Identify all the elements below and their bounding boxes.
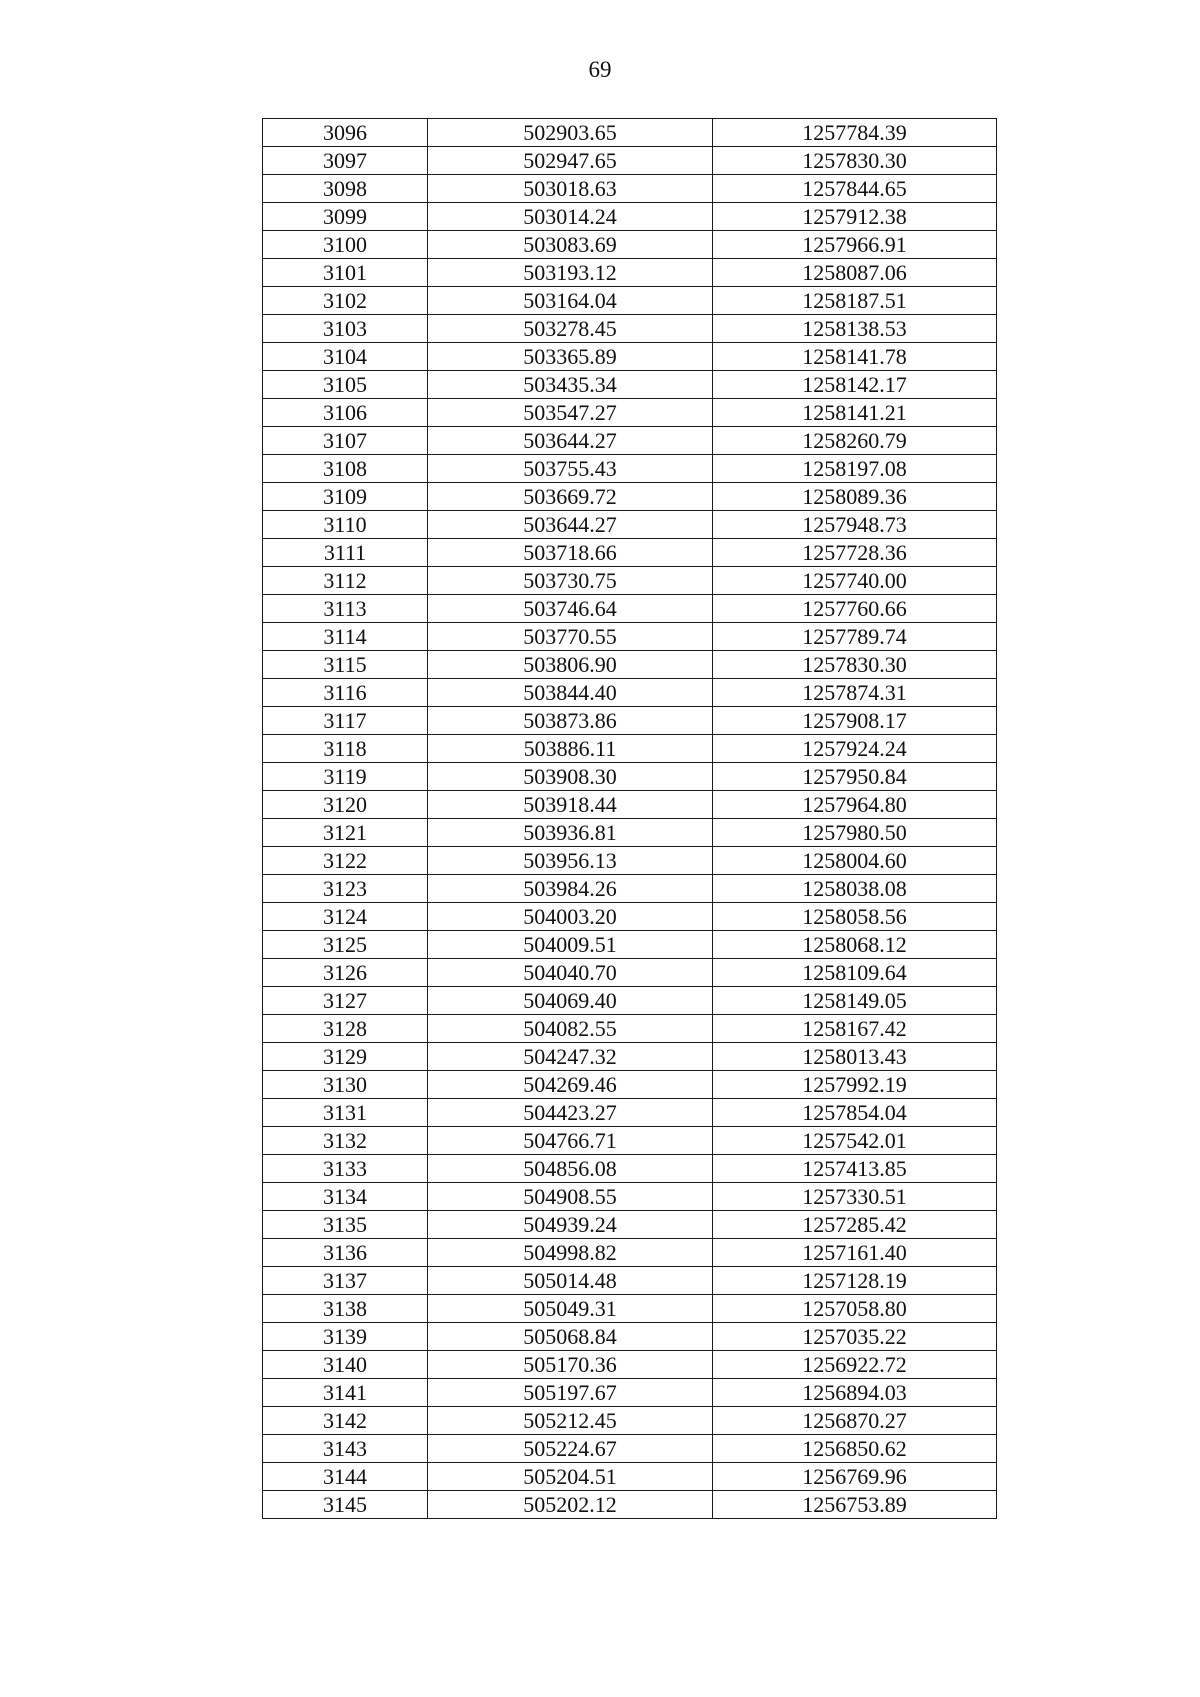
- y-coordinate-cell: 1258167.42: [713, 1015, 997, 1043]
- table-row: [263, 371, 997, 399]
- table-row: [263, 1491, 997, 1519]
- table-row: [263, 875, 997, 903]
- x-coordinate-cell: 503844.40: [428, 679, 713, 707]
- point-number-cell: 3142: [263, 1407, 428, 1435]
- table-row: [263, 175, 997, 203]
- y-coordinate-cell: 1258013.43: [713, 1043, 997, 1071]
- x-coordinate-cell: 504766.71: [428, 1127, 713, 1155]
- x-coordinate-cell: 505202.12: [428, 1491, 713, 1519]
- x-coordinate-cell: 504269.46: [428, 1071, 713, 1099]
- y-coordinate-cell: 1257854.04: [713, 1099, 997, 1127]
- x-coordinate-cell: 503936.81: [428, 819, 713, 847]
- y-coordinate-cell: 1257330.51: [713, 1183, 997, 1211]
- x-coordinate-cell: 503730.75: [428, 567, 713, 595]
- y-coordinate-cell: 1257760.66: [713, 595, 997, 623]
- point-number-cell: 3112: [263, 567, 428, 595]
- y-coordinate-cell: 1257058.80: [713, 1295, 997, 1323]
- table-row: [263, 511, 997, 539]
- point-number-cell: 3110: [263, 511, 428, 539]
- x-coordinate-cell: 503278.45: [428, 315, 713, 343]
- table-row: [263, 707, 997, 735]
- point-number-cell: 3127: [263, 987, 428, 1015]
- point-number-cell: 3133: [263, 1155, 428, 1183]
- y-coordinate-cell: 1256922.72: [713, 1351, 997, 1379]
- y-coordinate-cell: 1257924.24: [713, 735, 997, 763]
- x-coordinate-cell: 503956.13: [428, 847, 713, 875]
- point-number-cell: 3124: [263, 903, 428, 931]
- point-number-cell: 3138: [263, 1295, 428, 1323]
- y-coordinate-cell: 1257035.22: [713, 1323, 997, 1351]
- x-coordinate-cell: 503014.24: [428, 203, 713, 231]
- table-row: [263, 735, 997, 763]
- point-number-cell: 3144: [263, 1463, 428, 1491]
- table-row: [263, 1267, 997, 1295]
- point-number-cell: 3111: [263, 539, 428, 567]
- table-row: [263, 651, 997, 679]
- table-row: [263, 1407, 997, 1435]
- x-coordinate-cell: 503435.34: [428, 371, 713, 399]
- point-number-cell: 3116: [263, 679, 428, 707]
- point-number-cell: 3115: [263, 651, 428, 679]
- y-coordinate-cell: 1257966.91: [713, 231, 997, 259]
- table-row: [263, 1463, 997, 1491]
- x-coordinate-cell: 503770.55: [428, 623, 713, 651]
- point-number-cell: 3104: [263, 343, 428, 371]
- table-row: [263, 623, 997, 651]
- coordinates-table-body: [263, 119, 997, 1519]
- point-number-cell: 3113: [263, 595, 428, 623]
- point-number-cell: 3097: [263, 147, 428, 175]
- x-coordinate-cell: 504009.51: [428, 931, 713, 959]
- point-number-cell: 3137: [263, 1267, 428, 1295]
- point-number-cell: 3132: [263, 1127, 428, 1155]
- table-row: [263, 1239, 997, 1267]
- y-coordinate-cell: 1257789.74: [713, 623, 997, 651]
- x-coordinate-cell: 504423.27: [428, 1099, 713, 1127]
- y-coordinate-cell: 1257992.19: [713, 1071, 997, 1099]
- y-coordinate-cell: 1258089.36: [713, 483, 997, 511]
- y-coordinate-cell: 1257784.39: [713, 119, 997, 147]
- point-number-cell: 3103: [263, 315, 428, 343]
- x-coordinate-cell: 503164.04: [428, 287, 713, 315]
- x-coordinate-cell: 503365.89: [428, 343, 713, 371]
- x-coordinate-cell: 504856.08: [428, 1155, 713, 1183]
- y-coordinate-cell: 1256870.27: [713, 1407, 997, 1435]
- x-coordinate-cell: 504247.32: [428, 1043, 713, 1071]
- y-coordinate-cell: 1258087.06: [713, 259, 997, 287]
- y-coordinate-cell: 1257874.31: [713, 679, 997, 707]
- x-coordinate-cell: 504003.20: [428, 903, 713, 931]
- x-coordinate-cell: 503547.27: [428, 399, 713, 427]
- y-coordinate-cell: 1258187.51: [713, 287, 997, 315]
- y-coordinate-cell: 1258109.64: [713, 959, 997, 987]
- point-number-cell: 3134: [263, 1183, 428, 1211]
- x-coordinate-cell: 503644.27: [428, 511, 713, 539]
- x-coordinate-cell: 505014.48: [428, 1267, 713, 1295]
- table-row: [263, 259, 997, 287]
- y-coordinate-cell: 1257128.19: [713, 1267, 997, 1295]
- y-coordinate-cell: 1257830.30: [713, 147, 997, 175]
- x-coordinate-cell: 503806.90: [428, 651, 713, 679]
- y-coordinate-cell: 1257912.38: [713, 203, 997, 231]
- table-row: [263, 1043, 997, 1071]
- point-number-cell: 3102: [263, 287, 428, 315]
- point-number-cell: 3101: [263, 259, 428, 287]
- table-row: [263, 847, 997, 875]
- point-number-cell: 3139: [263, 1323, 428, 1351]
- table-row: [263, 1435, 997, 1463]
- x-coordinate-cell: 503908.30: [428, 763, 713, 791]
- x-coordinate-cell: 503669.72: [428, 483, 713, 511]
- y-coordinate-cell: 1257908.17: [713, 707, 997, 735]
- x-coordinate-cell: 503886.11: [428, 735, 713, 763]
- x-coordinate-cell: 502947.65: [428, 147, 713, 175]
- table-row: [263, 1071, 997, 1099]
- y-coordinate-cell: 1257542.01: [713, 1127, 997, 1155]
- y-coordinate-cell: 1257740.00: [713, 567, 997, 595]
- point-number-cell: 3141: [263, 1379, 428, 1407]
- point-number-cell: 3122: [263, 847, 428, 875]
- point-number-cell: 3128: [263, 1015, 428, 1043]
- point-number-cell: 3136: [263, 1239, 428, 1267]
- y-coordinate-cell: 1257285.42: [713, 1211, 997, 1239]
- y-coordinate-cell: 1256753.89: [713, 1491, 997, 1519]
- y-coordinate-cell: 1257980.50: [713, 819, 997, 847]
- x-coordinate-cell: 504998.82: [428, 1239, 713, 1267]
- x-coordinate-cell: 504908.55: [428, 1183, 713, 1211]
- table-row: [263, 1351, 997, 1379]
- point-number-cell: 3126: [263, 959, 428, 987]
- y-coordinate-cell: 1258197.08: [713, 455, 997, 483]
- point-number-cell: 3107: [263, 427, 428, 455]
- y-coordinate-cell: 1256850.62: [713, 1435, 997, 1463]
- x-coordinate-cell: 503018.63: [428, 175, 713, 203]
- x-coordinate-cell: 505197.67: [428, 1379, 713, 1407]
- point-number-cell: 3123: [263, 875, 428, 903]
- table-row: [263, 427, 997, 455]
- y-coordinate-cell: 1258058.56: [713, 903, 997, 931]
- table-row: [263, 595, 997, 623]
- x-coordinate-cell: 505049.31: [428, 1295, 713, 1323]
- x-coordinate-cell: 502903.65: [428, 119, 713, 147]
- y-coordinate-cell: 1257950.84: [713, 763, 997, 791]
- x-coordinate-cell: 505204.51: [428, 1463, 713, 1491]
- table-row: [263, 903, 997, 931]
- x-coordinate-cell: 503918.44: [428, 791, 713, 819]
- x-coordinate-cell: 503873.86: [428, 707, 713, 735]
- point-number-cell: 3129: [263, 1043, 428, 1071]
- table-row: [263, 203, 997, 231]
- x-coordinate-cell: 503193.12: [428, 259, 713, 287]
- x-coordinate-cell: 504939.24: [428, 1211, 713, 1239]
- point-number-cell: 3119: [263, 763, 428, 791]
- x-coordinate-cell: 503718.66: [428, 539, 713, 567]
- table-row: [263, 567, 997, 595]
- y-coordinate-cell: 1257948.73: [713, 511, 997, 539]
- y-coordinate-cell: 1257844.65: [713, 175, 997, 203]
- point-number-cell: 3140: [263, 1351, 428, 1379]
- y-coordinate-cell: 1258149.05: [713, 987, 997, 1015]
- page-number: 69: [588, 57, 612, 82]
- coordinates-table: [262, 118, 997, 1519]
- table-row: [263, 1295, 997, 1323]
- table-row: [263, 1183, 997, 1211]
- table-row: [263, 1099, 997, 1127]
- point-number-cell: 3121: [263, 819, 428, 847]
- table-row: [263, 1323, 997, 1351]
- table-row: [263, 1379, 997, 1407]
- point-number-cell: 3117: [263, 707, 428, 735]
- point-number-cell: 3143: [263, 1435, 428, 1463]
- point-number-cell: 3130: [263, 1071, 428, 1099]
- table-row: [263, 679, 997, 707]
- y-coordinate-cell: 1258260.79: [713, 427, 997, 455]
- point-number-cell: 3118: [263, 735, 428, 763]
- x-coordinate-cell: 505068.84: [428, 1323, 713, 1351]
- point-number-cell: 3131: [263, 1099, 428, 1127]
- x-coordinate-cell: 503083.69: [428, 231, 713, 259]
- y-coordinate-cell: 1257964.80: [713, 791, 997, 819]
- y-coordinate-cell: 1257830.30: [713, 651, 997, 679]
- x-coordinate-cell: 503755.43: [428, 455, 713, 483]
- x-coordinate-cell: 504040.70: [428, 959, 713, 987]
- point-number-cell: 3125: [263, 931, 428, 959]
- table-row: [263, 931, 997, 959]
- y-coordinate-cell: 1257413.85: [713, 1155, 997, 1183]
- table-row: [263, 959, 997, 987]
- table-row: [263, 987, 997, 1015]
- x-coordinate-cell: 505224.67: [428, 1435, 713, 1463]
- point-number-cell: 3109: [263, 483, 428, 511]
- table-row: [263, 791, 997, 819]
- table-row: [263, 455, 997, 483]
- point-number-cell: 3105: [263, 371, 428, 399]
- x-coordinate-cell: 504069.40: [428, 987, 713, 1015]
- table-row: [263, 819, 997, 847]
- table-row: [263, 343, 997, 371]
- y-coordinate-cell: 1258038.08: [713, 875, 997, 903]
- y-coordinate-cell: 1256894.03: [713, 1379, 997, 1407]
- point-number-cell: 3106: [263, 399, 428, 427]
- point-number-cell: 3145: [263, 1491, 428, 1519]
- x-coordinate-cell: 503984.26: [428, 875, 713, 903]
- point-number-cell: 3135: [263, 1211, 428, 1239]
- y-coordinate-cell: 1258068.12: [713, 931, 997, 959]
- table-row: [263, 287, 997, 315]
- y-coordinate-cell: 1258142.17: [713, 371, 997, 399]
- table-row: [263, 399, 997, 427]
- y-coordinate-cell: 1258004.60: [713, 847, 997, 875]
- point-number-cell: 3098: [263, 175, 428, 203]
- table-row: [263, 539, 997, 567]
- x-coordinate-cell: 505212.45: [428, 1407, 713, 1435]
- table-row: [263, 1155, 997, 1183]
- point-number-cell: 3100: [263, 231, 428, 259]
- table-row: [263, 147, 997, 175]
- table-row: [263, 315, 997, 343]
- table-row: [263, 483, 997, 511]
- table-row: [263, 231, 997, 259]
- y-coordinate-cell: 1257728.36: [713, 539, 997, 567]
- table-row: [263, 119, 997, 147]
- x-coordinate-cell: 504082.55: [428, 1015, 713, 1043]
- y-coordinate-cell: 1258141.21: [713, 399, 997, 427]
- table-row: [263, 1211, 997, 1239]
- point-number-cell: 3096: [263, 119, 428, 147]
- y-coordinate-cell: 1258141.78: [713, 343, 997, 371]
- x-coordinate-cell: 503644.27: [428, 427, 713, 455]
- table-row: [263, 1127, 997, 1155]
- y-coordinate-cell: 1257161.40: [713, 1239, 997, 1267]
- table-row: [263, 1015, 997, 1043]
- y-coordinate-cell: 1256769.96: [713, 1463, 997, 1491]
- x-coordinate-cell: 505170.36: [428, 1351, 713, 1379]
- point-number-cell: 3120: [263, 791, 428, 819]
- table-row: [263, 763, 997, 791]
- point-number-cell: 3099: [263, 203, 428, 231]
- point-number-cell: 3114: [263, 623, 428, 651]
- y-coordinate-cell: 1258138.53: [713, 315, 997, 343]
- point-number-cell: 3108: [263, 455, 428, 483]
- x-coordinate-cell: 503746.64: [428, 595, 713, 623]
